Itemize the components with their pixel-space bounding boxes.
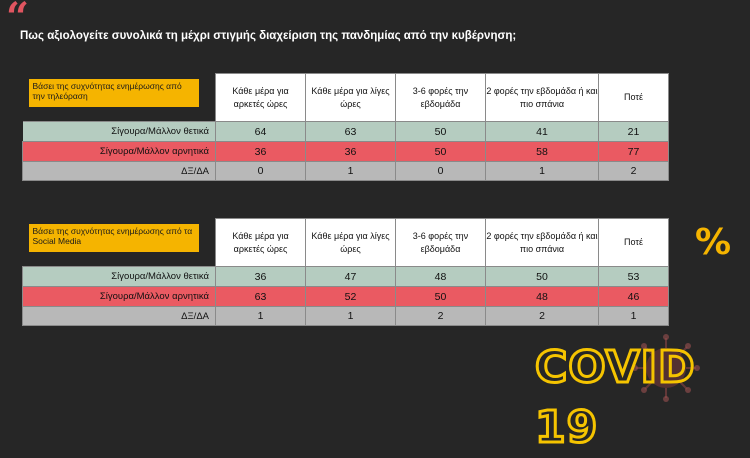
table-sm-header: Βάσει της συχνότητας ενημέρωσης από τα Social Media [29, 224, 199, 252]
row-label: Σίγουρα/Μάλλον αρνητικά [23, 287, 216, 307]
table-cell: 52 [306, 287, 396, 307]
table-cell: 1 [216, 307, 306, 326]
column-header: Κάθε μέρα για αρκετές ώρες [216, 219, 306, 267]
page-title: Πως αξιολογείτε συνολικά τη μέχρι στιγμής διαχείριση της πανδημίας από την κυβέρνηση; [20, 30, 517, 42]
table-cell: 63 [216, 287, 306, 307]
table-tv-header-cell [23, 74, 216, 122]
table-sm-header-cell [23, 219, 216, 267]
table-cell: 46 [599, 287, 669, 307]
row-label: Σίγουρα/Μάλλον αρνητικά [23, 142, 216, 162]
quote-icon: “ [6, 0, 30, 41]
table-tv-header: Βάσει της συχνότητας ενημέρωσης από την τηλεόραση [29, 79, 199, 107]
table-cell: 1 [599, 307, 669, 326]
column-header: Κάθε μέρα για λίγες ώρες [306, 74, 396, 122]
table-cell: 1 [306, 307, 396, 326]
column-header: Ποτέ [599, 219, 669, 267]
row-label: Σίγουρα/Μάλλον θετικά [23, 267, 216, 287]
table-row-dk [23, 307, 669, 326]
table-cell: 63 [306, 122, 396, 142]
table-row-dk [23, 162, 669, 181]
table-cell: 48 [396, 267, 486, 287]
column-header: 2 φορές την εβδομάδα ή και πιο σπάνια [486, 219, 599, 267]
table-row-positive [23, 122, 669, 142]
table-row-positive [23, 267, 669, 287]
table-cell: 64 [216, 122, 306, 142]
row-label: Σίγουρα/Μάλλον θετικά [23, 122, 216, 142]
table-cell: 48 [486, 287, 599, 307]
table-cell: 36 [216, 142, 306, 162]
column-header: Ποτέ [599, 74, 669, 122]
table-row-negative [23, 142, 669, 162]
covid-label: COVID 19 [535, 342, 696, 453]
table-cell: 50 [486, 267, 599, 287]
table-row-negative [23, 287, 669, 307]
table-social-media [22, 218, 669, 326]
table-cell: 36 [216, 267, 306, 287]
column-header: Κάθε μέρα για λίγες ώρες [306, 219, 396, 267]
table-cell: 2 [599, 162, 669, 181]
table-cell: 47 [306, 267, 396, 287]
column-header: Κάθε μέρα για αρκετές ώρες [216, 74, 306, 122]
table-cell: 36 [306, 142, 396, 162]
table-cell: 50 [396, 287, 486, 307]
column-header: 3-6 φορές την εβδομάδα [396, 74, 486, 122]
table-cell: 1 [306, 162, 396, 181]
row-label: ΔΞ/ΔΑ [23, 307, 216, 326]
covid-logo [535, 338, 735, 453]
table-cell: 0 [396, 162, 486, 181]
row-label: ΔΞ/ΔΑ [23, 162, 216, 181]
column-header: 2 φορές την εβδομάδα ή και πιο σπάνια [486, 74, 599, 122]
table-cell: 41 [486, 122, 599, 142]
table-tv [22, 73, 669, 181]
table-cell: 50 [396, 122, 486, 142]
table-cell: 2 [486, 307, 599, 326]
table-cell: 77 [599, 142, 669, 162]
column-header: 3-6 φορές την εβδομάδα [396, 219, 486, 267]
percent-icon: % [695, 222, 732, 263]
table-cell: 50 [396, 142, 486, 162]
table-cell: 53 [599, 267, 669, 287]
table-cell: 58 [486, 142, 599, 162]
table-cell: 1 [486, 162, 599, 181]
table-cell: 2 [396, 307, 486, 326]
table-cell: 21 [599, 122, 669, 142]
table-cell: 0 [216, 162, 306, 181]
